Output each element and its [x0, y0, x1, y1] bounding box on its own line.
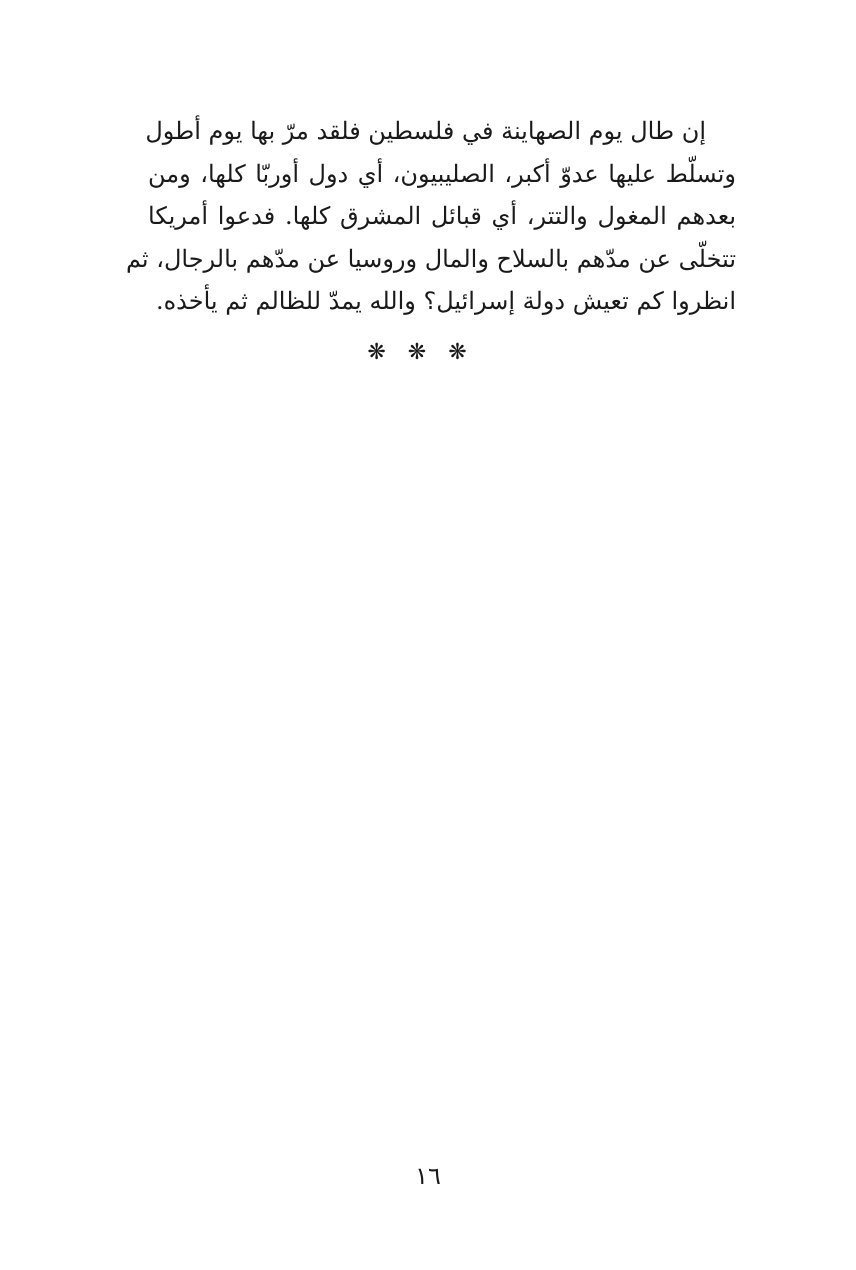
section-separator: ❋❋❋ — [367, 340, 489, 365]
body-paragraph — [125, 110, 736, 323]
paragraph-line-4: تتخلّى عن مدّهم بالسلاح والمال وروسيا عن مدّهم بالرجال، ثم — [125, 244, 736, 273]
paragraph-line-5: انظروا كم تعيش دولة إسرائيل؟ والله يمدّ للظالم ثم يأخذه. — [155, 287, 736, 315]
paragraph-line-1: إن طال يوم الصهاينة في فلسطين فلقد مرّ بها يوم أطول — [145, 117, 706, 145]
page-number: ١٦ — [415, 1162, 441, 1190]
paragraph-line-3: بعدهم المغول والتتر، أي قبائل المشرق كلها. فدعوا أمريكا — [148, 202, 736, 230]
paragraph-line-2: وتسلّط عليها عدوّ أكبر، الصليبيون، أي دول أوربّا كلها، ومن — [148, 159, 736, 188]
